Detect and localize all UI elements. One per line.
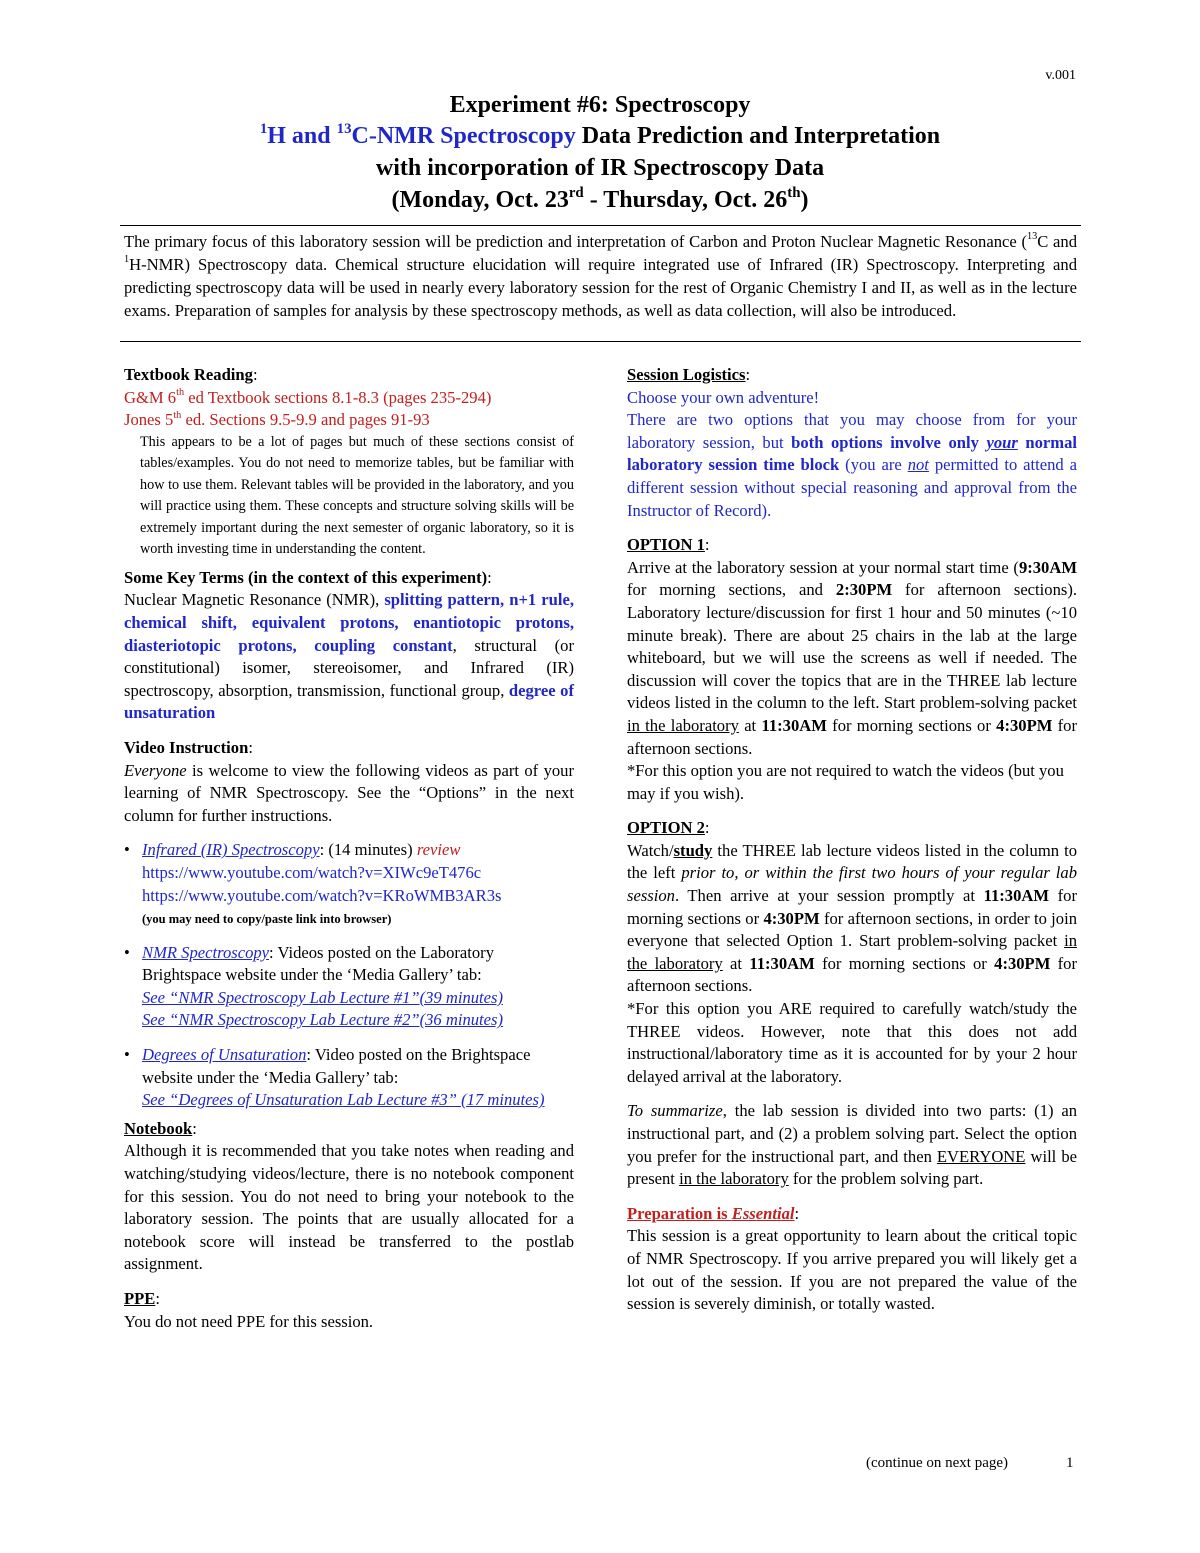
video-intro: Everyone is welcome to view the following videos as part of your learning of NMR Spectroscopy. See the “Options” in the next column for further instructions. xyxy=(124,760,574,825)
degrees-unsaturation-link[interactable]: Degrees of Unsaturation xyxy=(142,1045,307,1065)
textbook-reading-heading: Textbook Reading: xyxy=(124,365,258,384)
preparation-text: This session is a great opportunity to learn about the critical topic of NMR Spectroscopy. If you arrive prepared you will likely get a lot out of the session. If you are not prepared the value of the session is severely diminish, or totally wasted. xyxy=(627,1226,1077,1314)
logistics-text: There are two options that you may choose from for your laboratory session, but both options involve only your normal laboratory session time block (you are not permitted to attend a different session without special reasoning and approval from the Instructor of Record). xyxy=(627,410,1078,520)
ir-spectroscopy-link[interactable]: Infrared (IR) Spectroscopy xyxy=(142,840,320,860)
title-block xyxy=(0,90,1200,216)
option-2-heading: OPTION 2: xyxy=(627,818,710,838)
logistics-line-1: Choose your own adventure! xyxy=(627,387,820,407)
ppe-heading: PPE: xyxy=(124,1289,160,1308)
video-item-unsaturation: • Degrees of Unsaturation: Video posted on the Brightspace website under the ‘Media Gallery’ tab: See “Degrees of Unsaturation Lab Lecture #3” (17 minutes) xyxy=(124,1045,545,1110)
option-2-text: Watch/study the THREE lab lecture videos listed in the column to the left prior to, or within the first two hours of your regular lab session. Then arrive at your session promptly at 11:30AM for morning sections or 4:30PM for afternoon sections, in order to join everyone that selected Option 1. Start problem-solving packet in the laboratory at 11:30AM for morning sections or 4:30PM for afternoon sections. xyxy=(627,840,1078,996)
reading-jones: Jones 5th ed. Sections 9.5-9.9 and pages 91-93 xyxy=(124,409,430,430)
reading-note: This appears to be a lot of pages but much of these sections consist of tables/examples. You do not need to memorize tables, but be familiar with how to use them. Relevant tables will be provided in the laboratory, and you will practice using them. These concepts and structure solving skills will be extremely important during the next semester of organic laboratory, so it is worth investing time in understanding the content. xyxy=(140,433,574,558)
divider-top xyxy=(120,225,1081,226)
continue-note: (continue on next page) xyxy=(866,1455,1009,1471)
unsaturation-lecture-3-link[interactable]: See “Degrees of Unsaturation Lab Lecture #3” (17 minutes) xyxy=(142,1090,545,1110)
ppe-text: You do not need PPE for this session. xyxy=(124,1311,374,1331)
right-column xyxy=(627,364,1077,1316)
nmr-lecture-1-link[interactable]: See “NMR Spectroscopy Lab Lecture #1”(39 minutes) xyxy=(142,987,504,1007)
youtube-link-1[interactable]: https://www.youtube.com/watch?v=XIWc9eT476c xyxy=(142,862,482,882)
youtube-link-2[interactable]: https://www.youtube.com/watch?v=KRoWMB3AR3s xyxy=(142,885,502,905)
title-line-3: with incorporation of IR Spectroscopy Data xyxy=(375,155,825,181)
reading-gm: G&M 6th ed Textbook sections 8.1-8.3 (pages 235-294) xyxy=(124,387,492,407)
notebook-heading: Notebook: xyxy=(124,1118,197,1138)
notebook-text: Although it is recommended that you take notes when reading and watching/studying videos/lecture, there is no notebook component for this session. You do not need to bring your notebook to the laboratory session. The points that are usually allocated for a notebook score will instead be transferred to the postlab assignment. xyxy=(124,1141,574,1274)
version-label: v.001 xyxy=(1045,68,1076,83)
title-dates: (Monday, Oct. 23rd - Thursday, Oct. 26th) xyxy=(391,184,809,213)
nmr-lecture-2-link[interactable]: See “NMR Spectroscopy Lab Lecture #2”(36 minutes) xyxy=(142,1010,504,1030)
summary-text: To summarize, the lab session is divided into two parts: (1) an instructional part, and (2) a problem solving part. Select the option you prefer for the instructional part, and then EVERYONE will be present in the laboratory for the problem solving part. xyxy=(627,1101,1077,1189)
experiment-title: Experiment #6: Spectroscopy xyxy=(449,92,751,118)
page-number: 1 xyxy=(1066,1455,1074,1471)
option-2-note: *For this option you ARE required to carefully watch/study the THREE videos. However, note that this does not add instructional/laboratory time as it is accounted for by your 2 hour delayed arrival at the laboratory. xyxy=(627,999,1077,1086)
video-item-ir: • Infrared (IR) Spectroscopy: (14 minutes) review https://www.youtube.com/watch?v=XIWc9eT476c https://www.youtube.com/watch?v=KRoWMB3AR3s (you may need to copy/paste link into browser) xyxy=(124,840,502,927)
video-instruction-heading: Video Instruction: xyxy=(124,737,253,757)
option-1-note: *For this option you are not required to watch the videos (but you may if you wish). xyxy=(627,761,1064,803)
intro-paragraph: The primary focus of this laboratory session will be prediction and interpretation of Carbon and Proton Nuclear Magnetic Resonance ($^{13}$C and $^1$H-NMR) Spectroscopy data. Chemical structure elucidation will require integrated use of Infrared (IR) Spectroscopy. Interpreting and predicting spectroscopy data will be used in nearly every laboratory session for the rest of Organic Chemistry I and II, as well as in the lecture exams. Preparation of samples for analysis by these spectroscopy methods, as well as data collection, will also be introduced. xyxy=(124,231,1077,320)
session-logistics-heading: Session Logistics: xyxy=(627,365,751,384)
option-1-heading: OPTION 1: xyxy=(627,535,710,555)
key-terms-text: Nuclear Magnetic Resonance (NMR), splitting pattern, n+1 rule, chemical shift, equivalent protons, enantiotopic protons, diasteriotopic protons, coupling constant, structural (or constitutional) isomer, stereoisomer, and Infrared (IR) spectroscopy, absorption, transmission, functional group, degree of unsaturation xyxy=(124,590,574,723)
key-terms-heading: Some Key Terms (in the context of this experiment): xyxy=(124,567,492,587)
preparation-heading: Preparation is Essential: xyxy=(627,1203,800,1223)
title-line-2: $^1$H and $^{13}$C-NMR Spectroscopy Data Prediction and Interpretation xyxy=(259,120,941,149)
nmr-spectroscopy-link[interactable]: NMR Spectroscopy xyxy=(142,942,270,962)
option-1-text: Arrive at the laboratory session at your normal start time (9:30AM for morning sections, and 2:30PM for afternoon sections). Laboratory lecture/discussion for first 1 hour and 50 minutes (~10 minute break). There are about 25 chairs in the lab at the large whiteboard, but we will use the screens as well if needed. The discussion will cover the topics that are in the THREE lab lecture videos listed in the column to the left. Start problem-solving packet in the laboratory at 11:30AM for morning sections or 4:30PM for afternoon sections. xyxy=(627,557,1077,758)
video-item-nmr: • NMR Spectroscopy: Videos posted on the Laboratory Brightspace website under the ‘Media Gallery’ tab: See “NMR Spectroscopy Lab Lecture #1”(39 minutes) See “NMR Spectroscopy Lab Lecture #2”(36 minutes) xyxy=(124,942,504,1030)
divider-bottom xyxy=(120,341,1081,342)
left-column xyxy=(124,364,574,1333)
